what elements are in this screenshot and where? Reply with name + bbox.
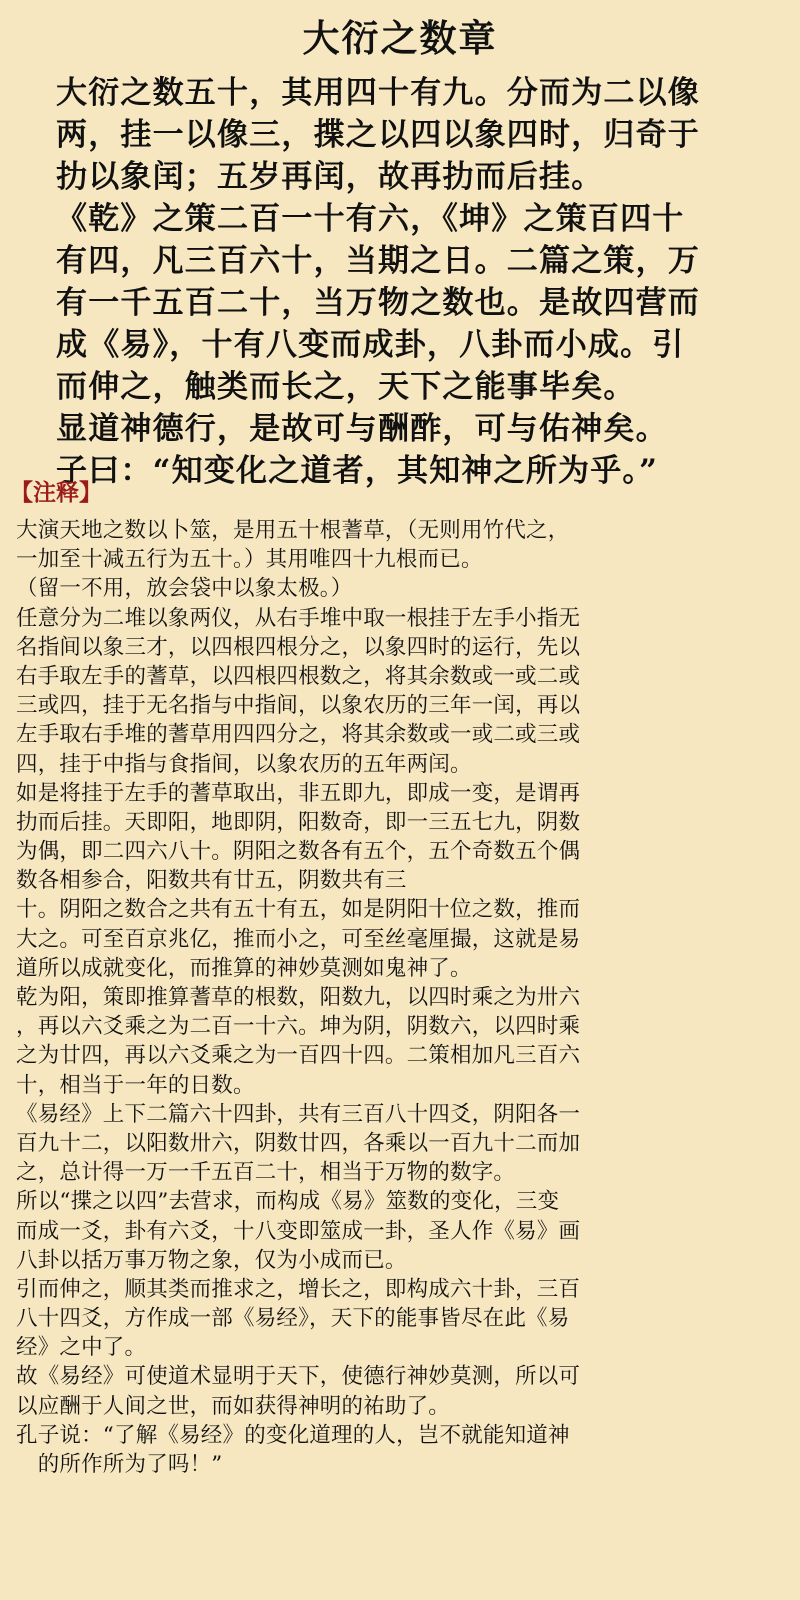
annotation-line: 四，挂于中指与食指间，以象农历的五年两闰。 [16, 751, 472, 777]
annotation-line: 之，总计得一万一千五百二十，相当于万物的数字。 [16, 1160, 516, 1186]
annotation-line: （留一不用，放会袋中以象太极。） [16, 576, 353, 602]
annotation-line: 道所以成就变化，而推算的神妙莫测如鬼神了。 [16, 955, 472, 981]
main-text-line: 《乾》之策二百一十有六，《坤》之策百四十 [56, 201, 685, 237]
main-text-line: 有一千五百二十，当万物之数也。是故四营而 [56, 285, 700, 321]
annotation-line: 八卦以括万事万物之象，仅为小成而已。 [16, 1247, 407, 1273]
annotation-line: 大之。可至百京兆亿，推而小之，可至丝毫厘撮，这就是易 [16, 926, 581, 952]
annotation-line: 以应酬于人间之世，而如获得神明的祐助了。 [16, 1393, 451, 1419]
annotation-line: 八十四爻，方作成一部《易经》，天下的能事皆尽在此《易 [16, 1306, 570, 1332]
annotation-line: ，再以六爻乘之为二百一十六。坤为阴，阴数六，以四时乘 [16, 1014, 581, 1040]
main-text-line: 显道神德行，是故可与酬酢，可与佑神矣。 [56, 411, 668, 447]
annotation-line: 三或四，挂于无名指与中指间，以象农历的三年一闰，再以 [16, 693, 581, 719]
main-text [56, 72, 768, 492]
annotation-line: 百九十二，以阳数卅六，阴数廿四，各乘以一百九十二而加 [16, 1130, 581, 1156]
annotation-line: 数各相参合，阳数共有廿五，阴数共有三 [16, 868, 407, 894]
annotation-line: 右手取左手的蓍草，以四根四根数之，将其余数或一或二或 [16, 663, 581, 689]
annotation-line: 而成一爻，卦有六爻，十八变即筮成一卦，圣人作《易》画 [16, 1218, 581, 1244]
annotation-line: 《易经》上下二篇六十四卦，共有三百八十四爻，阴阳各一 [16, 1101, 581, 1127]
annotation-line: 左手取右手堆的蓍草用四四分之，将其余数或一或二或三或 [16, 722, 581, 748]
annotation-line: 大演天地之数以卜筮，是用五十根蓍草，（无则用竹代之， [16, 518, 570, 543]
annotation-line: 一加至十减五行为五十。）其用唯四十九根而已。 [16, 547, 483, 573]
annotation-text [16, 516, 791, 1479]
annotation-line: 故《易经》可使道术显明于天下，使德行神妙莫测，所以可 [16, 1364, 581, 1390]
annotation-line: 十，相当于一年的日数。 [16, 1072, 255, 1098]
annotation-line: 十。阴阳之数合之共有五十有五，如是阴阳十位之数，推而 [16, 897, 581, 923]
main-text-line: 子曰：“知变化之道者，其知神之所为乎。” [56, 453, 659, 489]
annotation-line: 如是将挂于左手的蓍草取出，非五即九，即成一变，是谓再 [16, 780, 581, 806]
annotation-line: 任意分为二堆以象两仪，从右手堆中取一根挂于左手小指无 [16, 605, 581, 631]
annotation-line: 乾为阳，策即推算蓍草的根数，阳数九，以四时乘之为卅六 [16, 985, 581, 1010]
main-text-line: 有四，凡三百六十，当期之日。二篇之策，万 [56, 243, 700, 279]
main-text-line: 扐以象闰；五岁再闰，故再扐而后挂。 [56, 159, 604, 195]
main-text-line: 成《易》，十有八变而成卦，八卦而小成。引 [56, 327, 685, 363]
page-title: 大衍之数章 [302, 16, 498, 60]
annotation-line: 经》之中了。 [16, 1335, 147, 1361]
annotation-line: 所以“揲之以四”去营求，而构成《易》筮数的变化，三变 [16, 1189, 560, 1215]
annotation-line: 扐而后挂。天即阳，地即阴，阳数奇，即一三五七九，阴数 [16, 809, 581, 835]
main-text-line: 而伸之，触类而长之，天下之能事毕矣。 [56, 369, 636, 405]
annotation-line: 名指间以象三才，以四根四根分之，以象四时的运行，先以 [16, 634, 581, 660]
annotation-line: 孔子说：“了解《易经》的变化道理的人，岂不就能知道神 [16, 1422, 570, 1448]
annotation-header: 【注释】 [10, 480, 102, 506]
main-text-line: 两，挂一以像三，揲之以四以象四时，归奇于 [56, 117, 700, 153]
annotation-line: 为偶，即二四六八十。阴阳之数各有五个，五个奇数五个偶 [16, 839, 581, 865]
annotation-line: 之为廿四，再以六爻乘之为一百四十四。二策相加凡三百六 [16, 1043, 581, 1069]
annotation-line: 的所作所为了吗！” [16, 1452, 223, 1477]
annotation-line: 引而伸之，顺其类而推求之，增长之，即构成六十卦，三百 [16, 1276, 581, 1302]
main-text-line: 大衍之数五十，其用四十有九。分而为二以像 [56, 75, 700, 111]
